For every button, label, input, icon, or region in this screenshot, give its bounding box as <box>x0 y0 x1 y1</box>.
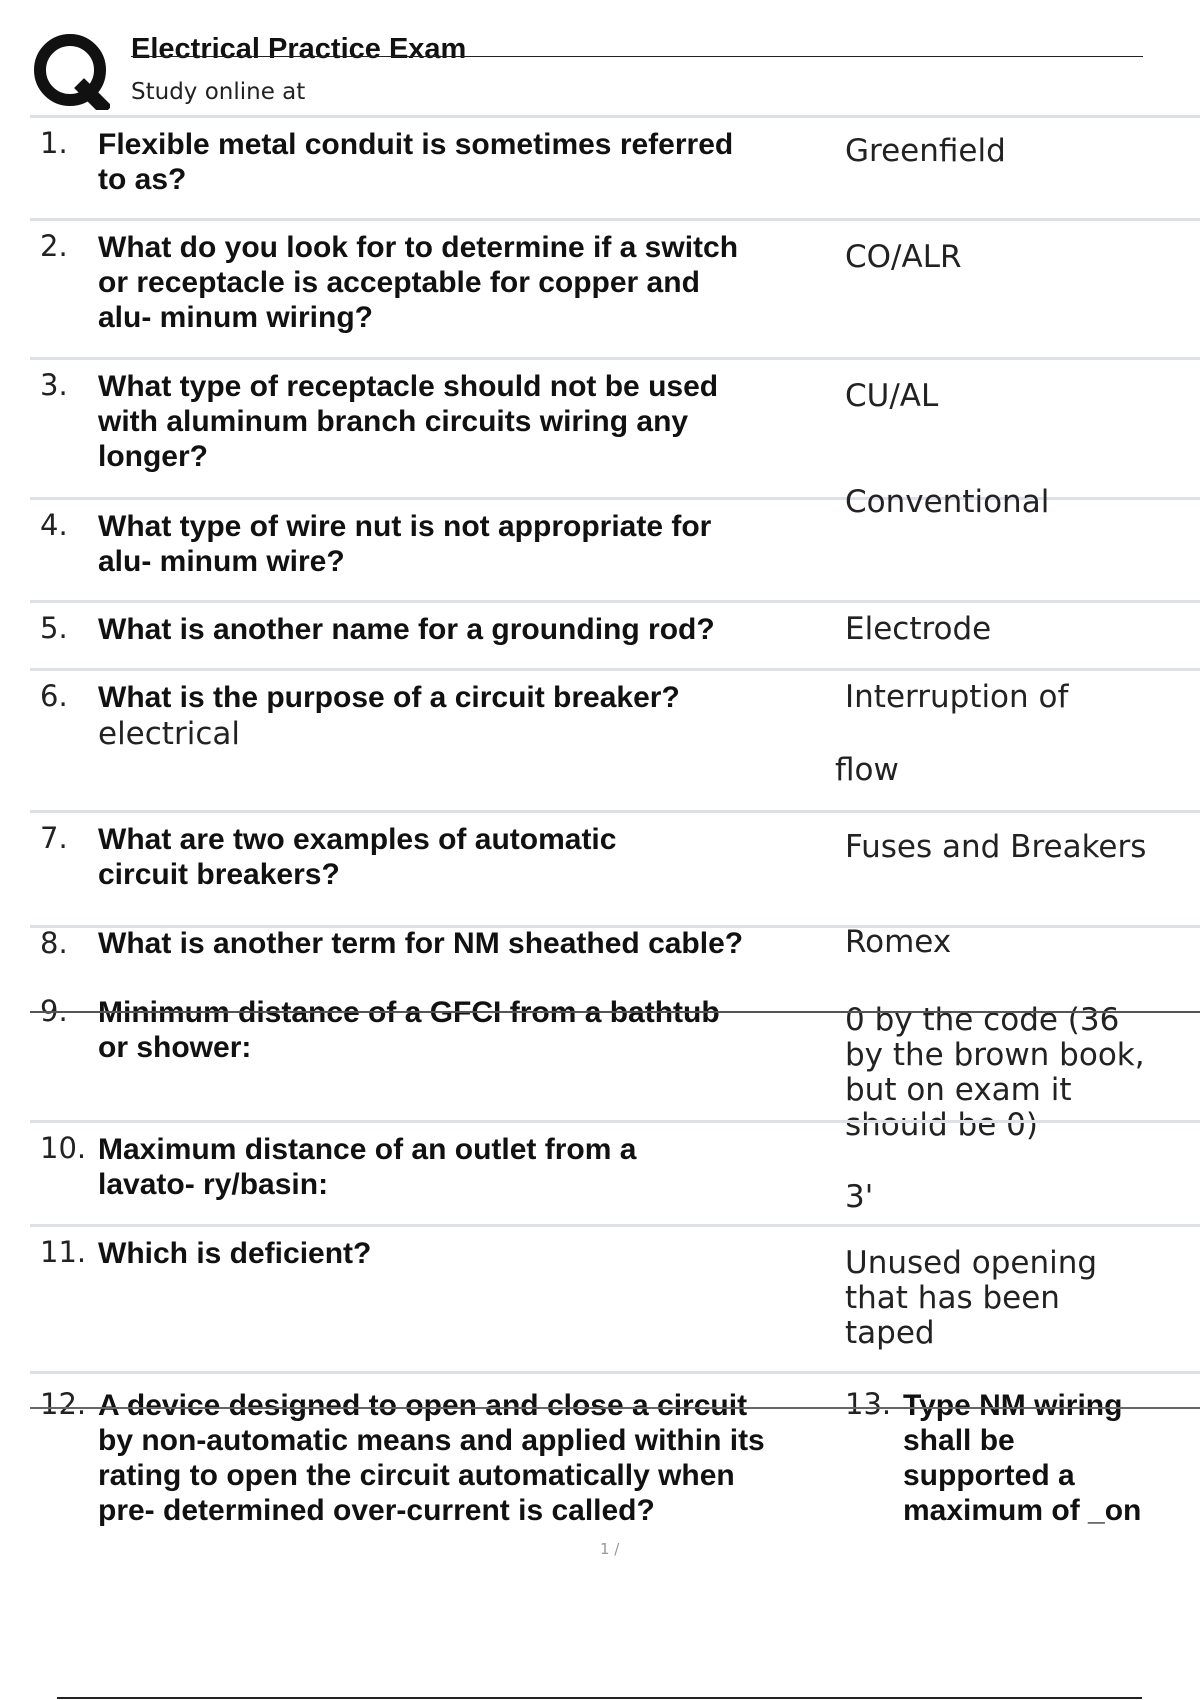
question-text <box>98 230 818 335</box>
answer-line: CO/ALR <box>845 239 962 275</box>
divider <box>30 218 1200 221</box>
item-number: 2. <box>40 229 68 263</box>
question-text <box>98 1388 818 1528</box>
item-number: 7. <box>40 821 68 855</box>
divider <box>30 1120 1200 1123</box>
question-line: What is another name for a grounding rod? <box>98 613 715 646</box>
question-line: Type NM wiring <box>903 1389 1123 1422</box>
item-number: 3. <box>40 368 68 402</box>
question-line: to as? <box>98 163 187 196</box>
question-line: alu- minum wiring? <box>98 301 373 334</box>
answer-line: Fuses and Breakers <box>845 829 1147 865</box>
item-number: 9. <box>40 994 68 1028</box>
answer-text <box>845 379 1185 414</box>
answer-continuation: flow <box>835 752 899 788</box>
question-line: Minimum distance of a GFCI from a bathtub <box>98 996 720 1029</box>
item-number: 11. <box>40 1235 87 1269</box>
question-text <box>98 509 818 579</box>
item-number: 13. <box>845 1387 892 1421</box>
answer-line: by the brown book, <box>845 1037 1145 1073</box>
answer-line: 0 by the code (36 <box>845 1002 1120 1038</box>
divider <box>30 1371 1200 1374</box>
answer-line: that has been <box>845 1280 1060 1316</box>
divider <box>30 600 1200 603</box>
answer-text <box>845 680 1185 715</box>
answer-line: Unused opening <box>845 1245 1098 1281</box>
question-line: What type of wire nut is not appropriate for <box>98 510 712 543</box>
question-line: What are two examples of automatic <box>98 823 617 856</box>
quizlet-q-logo-icon <box>32 32 110 110</box>
bottom-rule <box>57 1697 1142 1699</box>
question-text <box>98 127 818 197</box>
page-title: Electrical Practice Exam <box>131 33 467 65</box>
question-line: shall be <box>903 1424 1015 1457</box>
answer-line: Interruption of <box>845 679 1069 715</box>
question-line: Flexible metal conduit is sometimes referred <box>98 128 734 161</box>
question-text <box>98 926 818 961</box>
answer-line: should be 0) <box>845 1107 1038 1143</box>
question-line: with aluminum branch circuits wiring any <box>98 405 689 438</box>
page-number: 1 / <box>600 1540 620 1558</box>
overlapping-rule <box>30 1011 1200 1013</box>
question-text <box>98 822 818 892</box>
question-line: Maximum distance of an outlet from a <box>98 1133 637 1166</box>
question-text <box>98 1236 818 1271</box>
answer-text <box>845 1180 1185 1215</box>
question-line: alu- minum wire? <box>98 545 345 578</box>
answer-line: Romex <box>845 924 952 960</box>
answer-text <box>845 1246 1185 1351</box>
item-number: 4. <box>40 508 68 542</box>
divider <box>30 668 1200 671</box>
item-number: 5. <box>40 611 68 645</box>
answer-line: but on exam it <box>845 1072 1072 1108</box>
question-text <box>98 612 818 647</box>
question-text <box>98 369 818 474</box>
question-text <box>98 680 818 715</box>
question-line: Which is deficient? <box>98 1237 372 1270</box>
answer-line: Greenfield <box>845 133 1006 169</box>
question-line: supported a <box>903 1459 1075 1492</box>
page-subtitle: Study online at <box>131 79 306 105</box>
question-text <box>903 1388 1200 1528</box>
divider <box>30 810 1200 813</box>
question-line: by non-automatic means and applied within its <box>98 1424 765 1457</box>
question-line: rating to open the circuit automatically when <box>98 1459 735 1492</box>
answer-text <box>845 134 1185 169</box>
item-number: 6. <box>40 679 68 713</box>
question-continuation: electrical <box>98 716 240 752</box>
answer-line: 3' <box>845 1179 874 1215</box>
question-line: circuit breakers? <box>98 858 340 891</box>
question-line: longer? <box>98 440 208 473</box>
question-line: What type of receptacle should not be used <box>98 370 719 403</box>
question-line: What is another term for NM sheathed cable? <box>98 927 744 960</box>
answer-text <box>845 925 1185 960</box>
question-line: What is the purpose of a circuit breaker? <box>98 681 680 714</box>
answer-line: Conventional <box>845 484 1050 520</box>
answer-text <box>845 830 1185 865</box>
answer-text <box>845 240 1185 275</box>
divider <box>30 115 1200 118</box>
question-line: A device designed to open and close a circuit <box>98 1389 748 1422</box>
answer-line: Electrode <box>845 611 992 647</box>
divider <box>30 1224 1200 1227</box>
question-line: What do you look for to determine if a switch <box>98 231 739 264</box>
answer-line: taped <box>845 1315 935 1351</box>
question-line: pre- determined over-current is called? <box>98 1494 655 1527</box>
question-line: or receptacle is acceptable for copper and <box>98 266 700 299</box>
overlapping-rule <box>30 1407 1200 1409</box>
item-number: 12. <box>40 1387 87 1421</box>
item-number: 1. <box>40 126 68 160</box>
question-line: lavato- ry/basin: <box>98 1168 329 1201</box>
title-rule <box>131 56 1143 57</box>
question-line: or shower: <box>98 1031 252 1064</box>
question-text <box>98 1132 818 1202</box>
item-number: 8. <box>40 926 68 960</box>
question-text <box>98 995 818 1065</box>
item-number: 10. <box>40 1131 87 1165</box>
divider <box>30 357 1200 360</box>
answer-text <box>845 485 1185 520</box>
answer-text <box>845 612 1185 647</box>
question-line: maximum of _on <box>903 1494 1142 1527</box>
answer-line: CU/AL <box>845 378 939 414</box>
